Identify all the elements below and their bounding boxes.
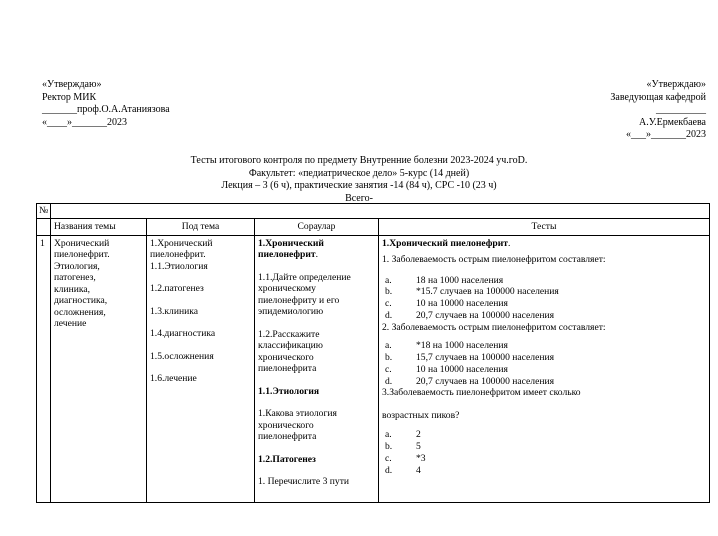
header-cell-subtopic: Под тема bbox=[147, 218, 255, 235]
header-cell-empty bbox=[37, 218, 51, 235]
num-header-cell: № bbox=[37, 204, 51, 219]
test-1-options bbox=[382, 275, 706, 322]
subtopic-group-1 bbox=[150, 238, 251, 273]
test-3-question-cont: возрастных пиков? bbox=[382, 409, 460, 421]
questions-heading-line: 1.Хронический bbox=[258, 237, 324, 249]
option-marker: a. bbox=[385, 340, 392, 352]
list-item bbox=[382, 441, 706, 453]
approval-left-line-3: _______проф.О.А.Атаниязова bbox=[42, 104, 170, 115]
list-item bbox=[382, 275, 706, 287]
approval-right-line-4: А.У.Ермекбаева bbox=[639, 116, 706, 128]
option-marker: d. bbox=[385, 309, 393, 321]
list-item bbox=[382, 298, 706, 310]
theme-line: Хронический bbox=[54, 237, 110, 249]
tests-heading-text: 1.Хронический пиелонефрит bbox=[382, 237, 508, 249]
option-marker: d. bbox=[385, 464, 393, 476]
title-line-1: Тесты итогового контроля по предмету Внутренние болезни 2023-2024 уч.гоD. bbox=[190, 155, 528, 166]
list-item bbox=[382, 352, 706, 364]
option-marker: a. bbox=[385, 274, 392, 286]
list-item bbox=[382, 364, 706, 376]
question-line: 1.2.Расскажите bbox=[258, 328, 320, 340]
subtopic-line: 1.5.осложнения bbox=[150, 350, 214, 362]
subtopic-line: 1.3.клиника bbox=[150, 305, 199, 317]
question-line: 1.Какова этиология bbox=[258, 408, 337, 419]
subtopic-line: 1.Хронический bbox=[150, 237, 213, 249]
questions-heading-dot: . bbox=[315, 249, 319, 260]
test-2-question: 2. Заболеваемость острым пиелонефритом составляет: bbox=[382, 321, 606, 333]
option-marker: c. bbox=[385, 452, 392, 464]
list-item bbox=[382, 429, 706, 441]
option-marker: c. bbox=[385, 363, 392, 375]
theme-line: клиника, bbox=[54, 283, 91, 295]
option-marker: b. bbox=[385, 351, 393, 363]
approval-right-line-5: «___»_______2023 bbox=[626, 129, 706, 140]
approval-block-right bbox=[446, 79, 706, 142]
question-line: хроническому bbox=[258, 283, 316, 294]
question-1 bbox=[258, 272, 375, 318]
option-text: 5 bbox=[416, 441, 421, 453]
option-marker: b. bbox=[385, 441, 393, 453]
option-text: 18 на 1000 населения bbox=[416, 274, 504, 286]
list-item bbox=[382, 376, 706, 388]
list-item bbox=[382, 310, 706, 322]
approval-right-line-2: Заведующая кафедрой bbox=[610, 91, 706, 103]
subtopic-line: 1.1.Этиология bbox=[150, 260, 208, 272]
title-line-3: Лекция – 3 (6 ч), практические занятия -14 (84 ч), СРС -10 (23 ч) bbox=[221, 180, 497, 191]
theme-line: осложнения, bbox=[54, 306, 106, 318]
list-item bbox=[382, 340, 706, 352]
approval-right-line-1: «Утверждаю» bbox=[646, 79, 706, 90]
option-text: *3 bbox=[416, 452, 426, 464]
question-line: 1.1.Дайте определение bbox=[258, 271, 351, 283]
question-line: пиелонефрита bbox=[258, 431, 317, 442]
theme-line: Этиология, bbox=[54, 260, 100, 272]
theme-line: патогенез, bbox=[54, 272, 96, 283]
tests-table bbox=[36, 203, 710, 503]
header-cell-theme: Названия темы bbox=[51, 218, 147, 235]
approval-left-line-4: «____»_______2023 bbox=[42, 116, 127, 128]
option-text: *15.7 случаев на 100000 населения bbox=[416, 286, 559, 298]
option-text: 10 на 10000 населения bbox=[416, 363, 508, 375]
option-text: 10 на 10000 населения bbox=[416, 298, 508, 310]
tests-cell bbox=[379, 235, 710, 502]
question-2 bbox=[258, 329, 375, 375]
approval-block-left bbox=[42, 79, 302, 129]
option-text: *18 на 1000 населения bbox=[416, 340, 508, 352]
test-3-question: 3.Заболеваемость пиелонефритом имеет сколько bbox=[382, 387, 581, 399]
option-text: 20,7 случаев на 100000 населения bbox=[416, 375, 555, 387]
subtopic-line: 1.4.диагностика bbox=[150, 328, 216, 339]
num-header-empty-cell bbox=[51, 204, 710, 219]
questions-cell bbox=[255, 235, 379, 502]
subtopic-line: 1.2.патогенез bbox=[150, 283, 204, 294]
list-item bbox=[382, 453, 706, 465]
question-4: 1. Перечислите 3 пути bbox=[258, 476, 350, 487]
question-3 bbox=[258, 408, 375, 443]
header-cell-questions: Сораулар bbox=[255, 218, 379, 235]
tests-heading bbox=[382, 238, 706, 250]
list-item bbox=[382, 465, 706, 477]
title-line-2: Факультет: «педиатрическое дело» 5-курс (14 дней) bbox=[248, 167, 470, 179]
document-title bbox=[0, 155, 718, 205]
questions-heading-line: пиелонефрит bbox=[258, 249, 316, 260]
option-marker: b. bbox=[385, 286, 393, 298]
list-item bbox=[382, 286, 706, 298]
questions-heading-2: 1.1.Этиология bbox=[258, 385, 320, 397]
test-1-question: 1. Заболеваемость острым пиелонефритом составляет: bbox=[382, 254, 606, 265]
option-text: 2 bbox=[416, 429, 421, 441]
option-text: 4 bbox=[416, 464, 421, 476]
option-marker: c. bbox=[385, 298, 392, 310]
question-line: классификацию bbox=[258, 340, 323, 351]
option-marker: d. bbox=[385, 375, 393, 387]
questions-heading-1 bbox=[258, 238, 375, 261]
approval-left-line-1: «Утверждаю» bbox=[42, 79, 102, 90]
tests-heading-dot: . bbox=[507, 237, 511, 249]
question-line: пиелонефрита bbox=[258, 363, 317, 374]
approval-left-line-2: Ректор МИК bbox=[42, 91, 97, 103]
question-line: пиелонефриту и его bbox=[258, 294, 340, 306]
title-line-4: Всего- bbox=[345, 192, 373, 204]
question-line: эпидемиологию bbox=[258, 306, 324, 317]
header-cell-tests: Тесты bbox=[379, 218, 710, 235]
subtopic-line: пиелонефрит. bbox=[150, 249, 206, 260]
question-line: хронического bbox=[258, 351, 314, 363]
question-line: хронического bbox=[258, 419, 314, 431]
table-num-row bbox=[37, 204, 710, 219]
option-text: 15,7 случаев на 100000 населения bbox=[416, 351, 555, 363]
subtopic-line: 1.6.лечение bbox=[150, 373, 197, 384]
table-header-row bbox=[37, 218, 710, 235]
subtopic-cell bbox=[147, 235, 255, 502]
approval-right-line-3: __________ bbox=[656, 104, 706, 115]
theme-line: лечение bbox=[54, 318, 87, 329]
option-text: 20,7 случаев на 100000 населения bbox=[416, 309, 555, 321]
theme-line: пиелонефрит. bbox=[54, 249, 110, 260]
test-2-options bbox=[382, 340, 706, 387]
table-row bbox=[37, 235, 710, 502]
questions-heading-3: 1.2.Патогенез bbox=[258, 453, 316, 465]
option-marker: a. bbox=[385, 429, 392, 441]
test-3-options bbox=[382, 429, 706, 476]
theme-line: диагностика, bbox=[54, 295, 108, 306]
theme-cell bbox=[51, 235, 147, 502]
row-number: 1 bbox=[37, 235, 51, 502]
